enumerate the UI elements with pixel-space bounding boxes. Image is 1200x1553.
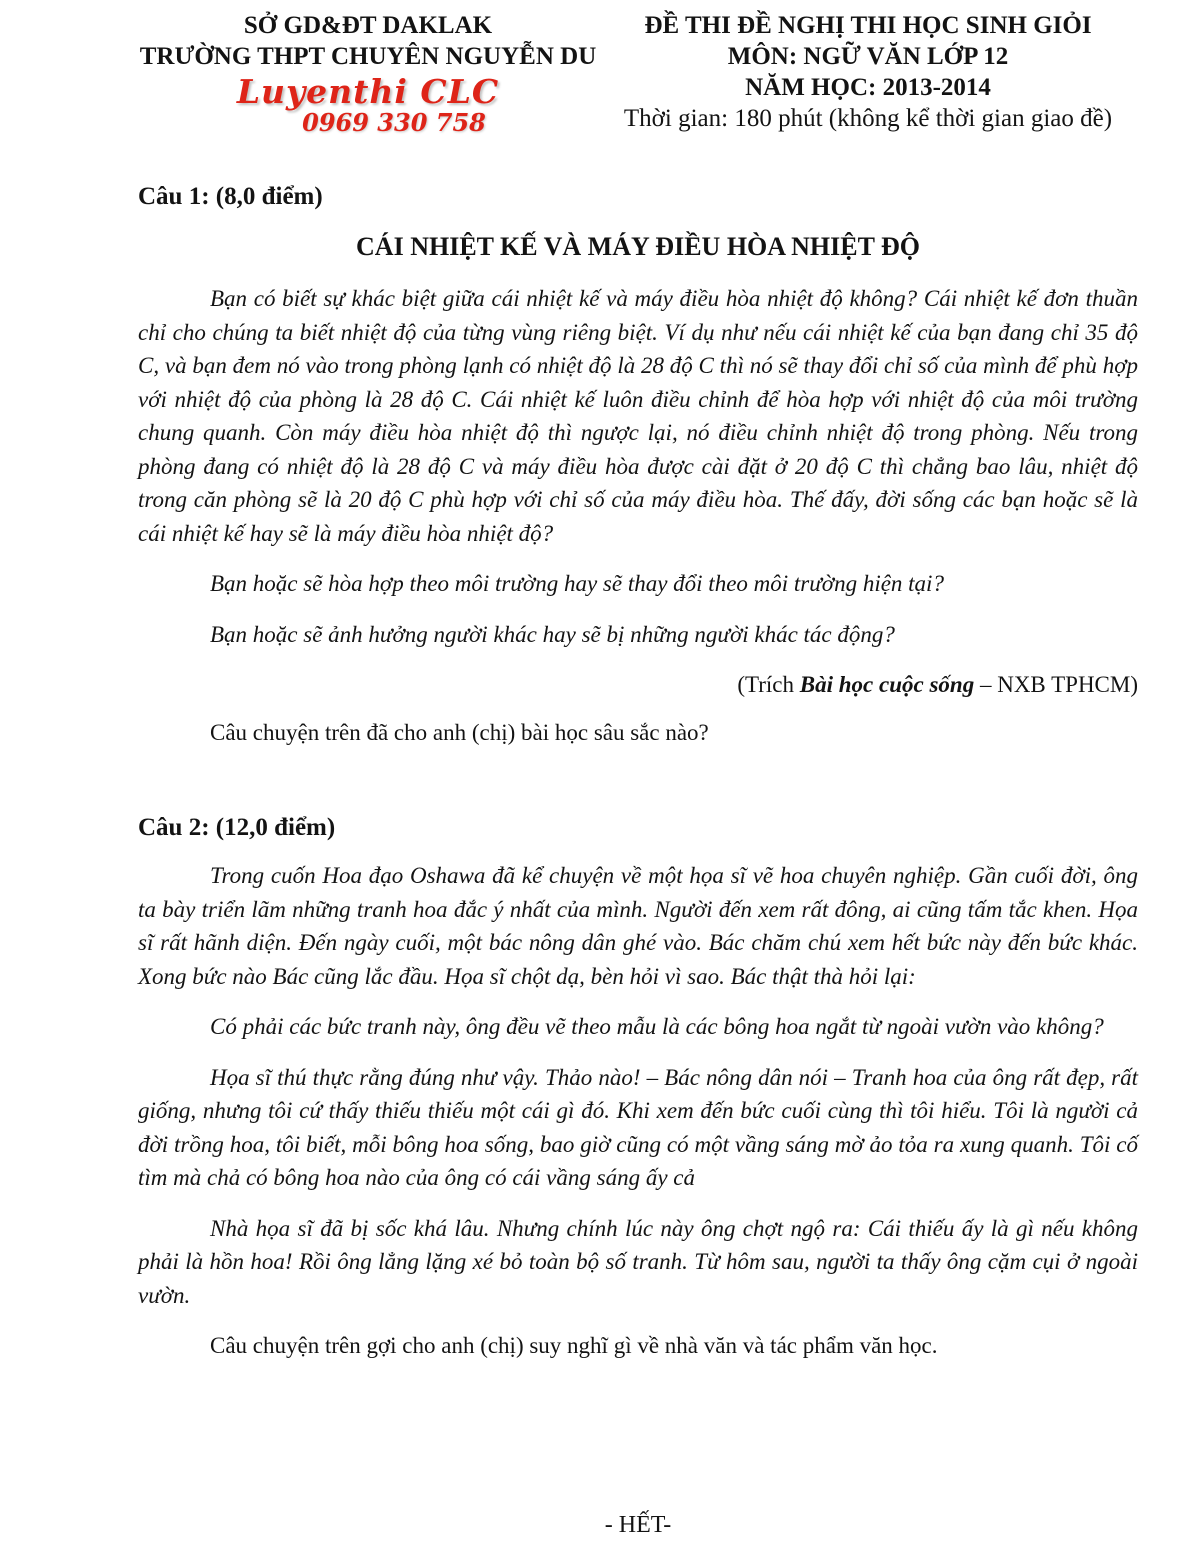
luyenthi-clc-logo <box>138 74 598 136</box>
question2-prompt: Câu chuyện trên gợi cho anh (chị) suy nghĩ gì về nhà văn và tác phẩm văn học. <box>210 1333 938 1358</box>
exam-duration: Thời gian: 180 phút (không kể thời gian giao đề) <box>623 105 1113 132</box>
question2-paragraph-3: Họa sĩ thú thực rằng đúng như vậy. Thảo nào! – Bác nông dân nói – Tranh hoa của ông rất đẹp, rất giống, nhưng tôi cứ thấy thiếu thiếu một cái gì đó. Khi xem đến bức cuối cùng thì tôi hiểu. Tôi là người cả đời trồng hoa, tôi biết, mỗi bông hoa sống, bao giờ cũng có một vầng sáng mờ ảo tỏa ra xung quanh. Tôi cố tìm mà chả có bông hoa nào của ông có cái vầng sáng ấy cả <box>138 1064 1138 1190</box>
question2-paragraph-1: Trong cuốn Hoa đạo Oshawa đã kể chuyện về một họa sĩ vẽ hoa chuyên nghiệp. Gần cuối đời, ông ta bày triển lãm những tranh hoa đắc ý nhất của mình. Người đến xem rất đông, ai cũng tấm tắc khen. Họa sĩ rất hãnh diện. Đến ngày cuối, một bác nông dân ghé vào. Bác chăm chú xem hết bức này đến bức khác. Xong bức nào Bác cũng lắc đầu. Họa sĩ chột dạ, bèn hỏi vì sao. Bác thật thà hỏi lại: <box>138 863 1138 989</box>
question1-citation <box>138 668 1138 702</box>
end-of-exam-label: - HẾT- <box>604 1512 672 1538</box>
exam-header-block <box>598 10 1138 135</box>
question2-paragraph-4: Nhà họa sĩ đã bị sốc khá lâu. Nhưng chính lúc này ông chợt ngộ ra: Cái thiếu ấy là gì nếu không phải là hồn hoa! Rồi ông lẳng lặng xé bỏ toàn bộ số tranh. Từ hôm sau, người ta thấy ông cặm cụi ở ngoài vườn. <box>138 1215 1138 1308</box>
school-header-block <box>138 10 598 136</box>
department-name: SỞ GD&ĐT DAKLAK <box>243 12 493 39</box>
logo-phone-number: 0969 330 758 <box>302 108 486 137</box>
school-name: TRƯỜNG THPT CHUYÊN NGUYỄN DU <box>139 43 597 70</box>
exam-subject: MÔN: NGỮ VĂN LỚP 12 <box>727 43 1009 70</box>
question1-question-line-1: Bạn hoặc sẽ hòa hợp theo môi trường hay sẽ thay đổi theo môi trường hiện tại? <box>210 571 944 596</box>
question1-question-line-2: Bạn hoặc sẽ ảnh hưởng người khác hay sẽ bị những người khác tác động? <box>210 621 895 647</box>
question2-heading: Câu 2: (12,0 điểm) <box>138 814 336 841</box>
document-footer <box>138 1509 1138 1553</box>
exam-school-year: NĂM HỌC: 2013-2014 <box>745 74 991 101</box>
question1-story-title: CÁI NHIỆT KẾ VÀ MÁY ĐIỀU HÒA NHIỆT ĐỘ <box>356 232 920 261</box>
exam-title: ĐỀ THI ĐỀ NGHỊ THI HỌC SINH GIỎI <box>644 12 1092 39</box>
question2-paragraph-2: Có phải các bức tranh này, ông đều vẽ theo mẫu là các bông hoa ngắt từ ngoài vườn vào không? <box>210 1014 1104 1039</box>
question1-prompt: Câu chuyện trên đã cho anh (chị) bài học sâu sắc nào? <box>210 719 709 745</box>
citation-suffix: – NXB TPHCM) <box>974 672 1138 697</box>
question1-paragraph: Bạn có biết sự khác biệt giữa cái nhiệt kế và máy điều hòa nhiệt độ không? Cái nhiệt kế đơn thuần chỉ cho chúng ta biết nhiệt độ của từng vùng riêng biệt. Ví dụ như nếu cái nhiệt kế của bạn đang chỉ 35 độ C, và bạn đem nó vào trong phòng lạnh có nhiệt độ là 28 độ C thì nó sẽ thay đổi chỉ số của mình để phù hợp với nhiệt độ của phòng là 28 độ C. Cái nhiệt kế luôn điều chỉnh để hòa hợp với nhiệt độ của môi trường chung quanh. Còn máy điều hòa nhiệt độ thì ngược lại, nó điều chỉnh nhiệt độ trong phòng. Nếu trong phòng đang có nhiệt độ là 28 độ C và máy điều hòa được cài đặt ở 20 độ C thì chẳng bao lâu, nhiệt độ trong căn phòng sẽ là 20 độ C phù hợp với chỉ số của máy điều hòa. Thế đấy, đời sống các bạn hoặc sẽ là cái nhiệt kế hay sẽ là máy điều hòa nhiệt độ? <box>138 286 1138 546</box>
citation-prefix: (Trích <box>737 672 800 697</box>
citation-book-title: Bài học cuộc sống <box>799 672 975 697</box>
document-header <box>138 10 1138 136</box>
exam-body <box>138 180 1138 1380</box>
logo-brand-text: Luyenthi CLC <box>236 72 500 111</box>
question1-heading: Câu 1: (8,0 điểm) <box>138 183 323 210</box>
